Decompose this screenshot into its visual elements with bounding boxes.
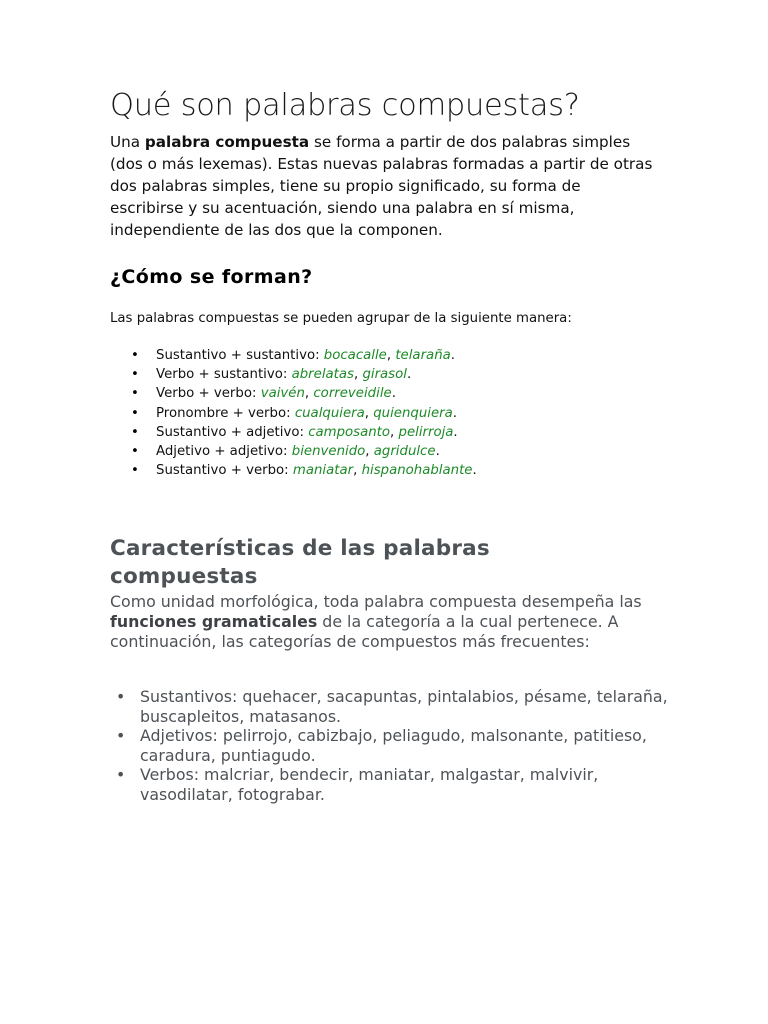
features-paragraph <box>110 592 670 652</box>
list-item: • Adjetivo + adjetivo: bienvenido, agridulce. <box>110 442 477 461</box>
pattern-label: Verbo + verbo: <box>156 386 257 402</box>
list-item: • Sustantivo + verbo: maniatar, hispanohablante. <box>110 461 477 480</box>
features-para-prefix: Como unidad morfológica, toda palabra compuesta desempeña las <box>110 592 642 611</box>
example-word: bienvenido <box>291 444 366 460</box>
page-title: Qué son palabras compuestas? <box>110 88 580 123</box>
example-word: agridulce <box>373 444 436 460</box>
list-item: • Verbo + sustantivo: abrelatas, girasol. <box>110 365 477 384</box>
intro-prefix: Una <box>110 133 145 151</box>
example-word: correveidile <box>313 386 392 402</box>
example-word: camposanto <box>308 424 391 440</box>
example-word: maniatar <box>292 463 354 479</box>
example-word: telaraña <box>395 348 451 363</box>
example-word: abrelatas <box>291 367 354 383</box>
pattern-label: Adjetivo + adjetivo: <box>156 444 288 460</box>
list-item <box>110 765 670 804</box>
formation-lead: Las palabras compuestas se pueden agrupar de la siguiente manera: <box>110 311 572 326</box>
example-word: quienquiera <box>373 405 453 421</box>
pattern-label: Sustantivo + verbo: <box>156 463 289 479</box>
category-text: Sustantivos: quehacer, sacapuntas, pintalabios, pésame, telaraña, buscapleitos, matasanos. <box>140 687 668 726</box>
example-word: hispanohablante <box>361 463 473 479</box>
example-word: bocacalle <box>323 348 387 363</box>
intro-bold-term: palabra compuesta <box>144 133 310 151</box>
category-text: Adjetivos: pelirrojo, cabizbajo, peliagudo, malsonante, patitieso, caradura, puntiagudo. <box>140 726 647 765</box>
pattern-label: Pronombre + verbo: <box>156 405 291 421</box>
features-para-bold: funciones gramaticales <box>110 612 318 631</box>
pattern-label: Verbo + sustantivo: <box>156 367 288 383</box>
pattern-label: Sustantivo + sustantivo: <box>156 348 320 363</box>
example-word: vaivén <box>260 386 305 402</box>
category-text: Verbos: malcriar, bendecir, maniatar, malgastar, malvivir, vasodilatar, fotograbar. <box>140 765 599 804</box>
example-word: girasol <box>362 367 407 383</box>
example-word: pelirroja <box>398 424 454 440</box>
features-heading: Características de las palabras compuestas <box>110 536 490 589</box>
formation-heading: ¿Cómo se forman? <box>110 266 313 288</box>
list-item <box>110 726 670 765</box>
list-item: • Sustantivo + sustantivo: bocacalle, telaraña. <box>110 346 477 365</box>
features-para-suffix: de la categoría a la cual pertenece. A continuación, las categorías de compuestos más frecuentes: <box>110 612 619 651</box>
intro-paragraph <box>110 131 655 241</box>
formation-list <box>110 346 477 480</box>
categories-list <box>110 687 670 804</box>
list-item: • Pronombre + verbo: cualquiera, quienquiera. <box>110 404 477 423</box>
example-word: cualquiera <box>294 405 365 421</box>
list-item: • Sustantivo + adjetivo: camposanto, pelirroja. <box>110 423 477 442</box>
pattern-label: Sustantivo + adjetivo: <box>156 424 304 440</box>
list-item <box>110 687 670 726</box>
list-item: • Verbo + verbo: vaivén, correveidile. <box>110 384 477 403</box>
intro-suffix: se forma a partir de dos palabras simples (dos o más lexemas). Estas nuevas palabras formadas a partir de otras dos palabras simples, tiene su propio significado, su forma de escribirse y su acentuación, siendo una palabra en sí misma, independiente de las dos que la componen. <box>110 133 653 239</box>
